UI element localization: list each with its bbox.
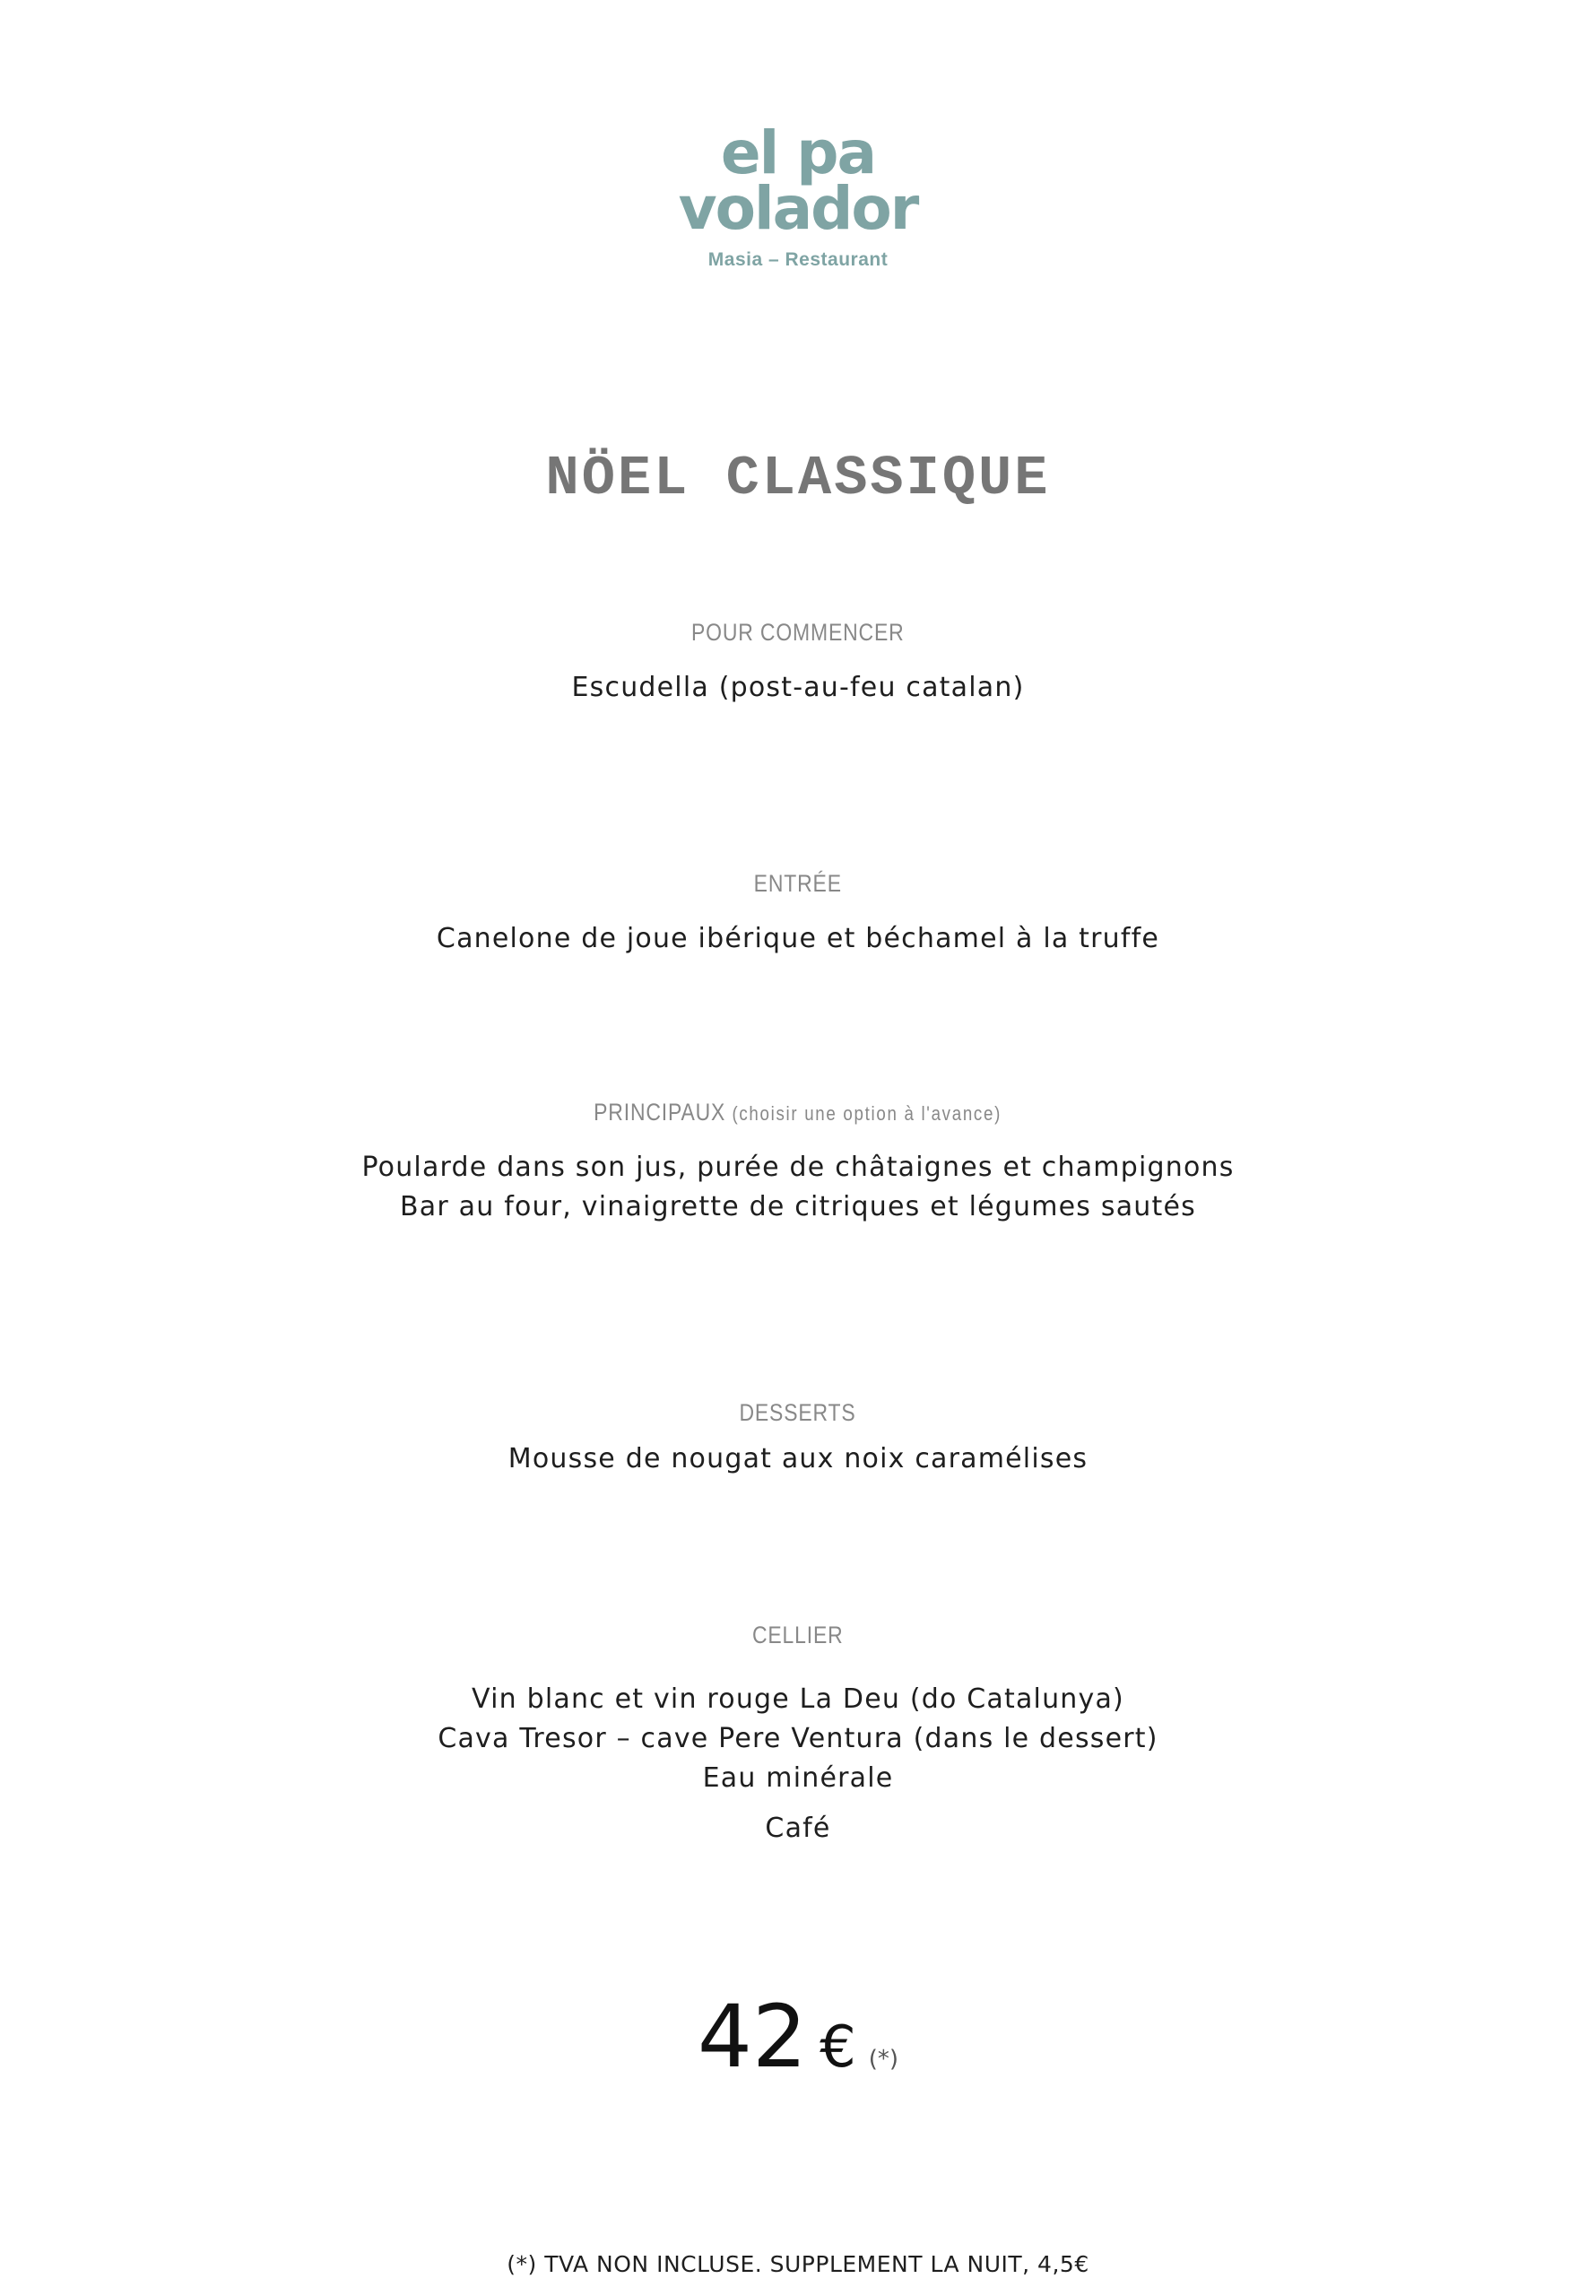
- price: [0, 1987, 1596, 2087]
- price-note: (*): [868, 2046, 899, 2073]
- section-starter: [0, 619, 1596, 708]
- menu-title: NÖEL CLASSIQUE: [545, 447, 1051, 510]
- menu-item: Café: [765, 1813, 831, 1844]
- section-heading-label: PRINCIPAUX: [594, 1099, 726, 1126]
- section-heading: [594, 1099, 1002, 1126]
- section-cellar: [0, 1622, 1596, 1848]
- section-heading: POUR COMMENCER: [691, 619, 905, 646]
- section-heading: DESSERTS: [739, 1399, 857, 1426]
- logo-tagline: Masia – Restaurant: [707, 249, 889, 270]
- footer-note: (*) TVA NON INCLUSE. SUPPLEMENT LA NUIT, 4,5€: [507, 2251, 1089, 2277]
- section-mains: [0, 1099, 1596, 1227]
- restaurant-logo: [0, 118, 1596, 271]
- section-desserts: [0, 1399, 1596, 1479]
- menu-item: Escudella (post-au-feu catalan): [571, 672, 1025, 703]
- price-currency: €: [820, 2014, 856, 2081]
- section-entree: [0, 870, 1596, 959]
- menu-item: Eau minérale: [702, 1762, 894, 1794]
- section-heading: ENTRÉE: [753, 870, 843, 897]
- menu-item: Bar au four, vinaigrette de citriques et légumes sautés: [400, 1191, 1196, 1222]
- menu-item: Canelone de joue ibérique et béchamel à la truffe: [436, 923, 1160, 954]
- menu-item: Vin blanc et vin rouge La Deu (do Catalunya): [472, 1683, 1124, 1715]
- menu-item: Poularde dans son jus, purée de châtaignes et champignons: [361, 1152, 1235, 1183]
- logo-line-2: volador: [678, 174, 918, 243]
- logo-line-1: el pa: [720, 118, 876, 187]
- menu-item: Cava Tresor – cave Pere Ventura (dans le dessert): [438, 1723, 1158, 1754]
- price-amount: 42: [697, 1987, 808, 2087]
- section-heading-note: (choisir une option à l'avance): [732, 1102, 1002, 1125]
- section-heading: CELLIER: [752, 1622, 844, 1648]
- menu-item: Mousse de nougat aux noix caramélises: [507, 1443, 1089, 1474]
